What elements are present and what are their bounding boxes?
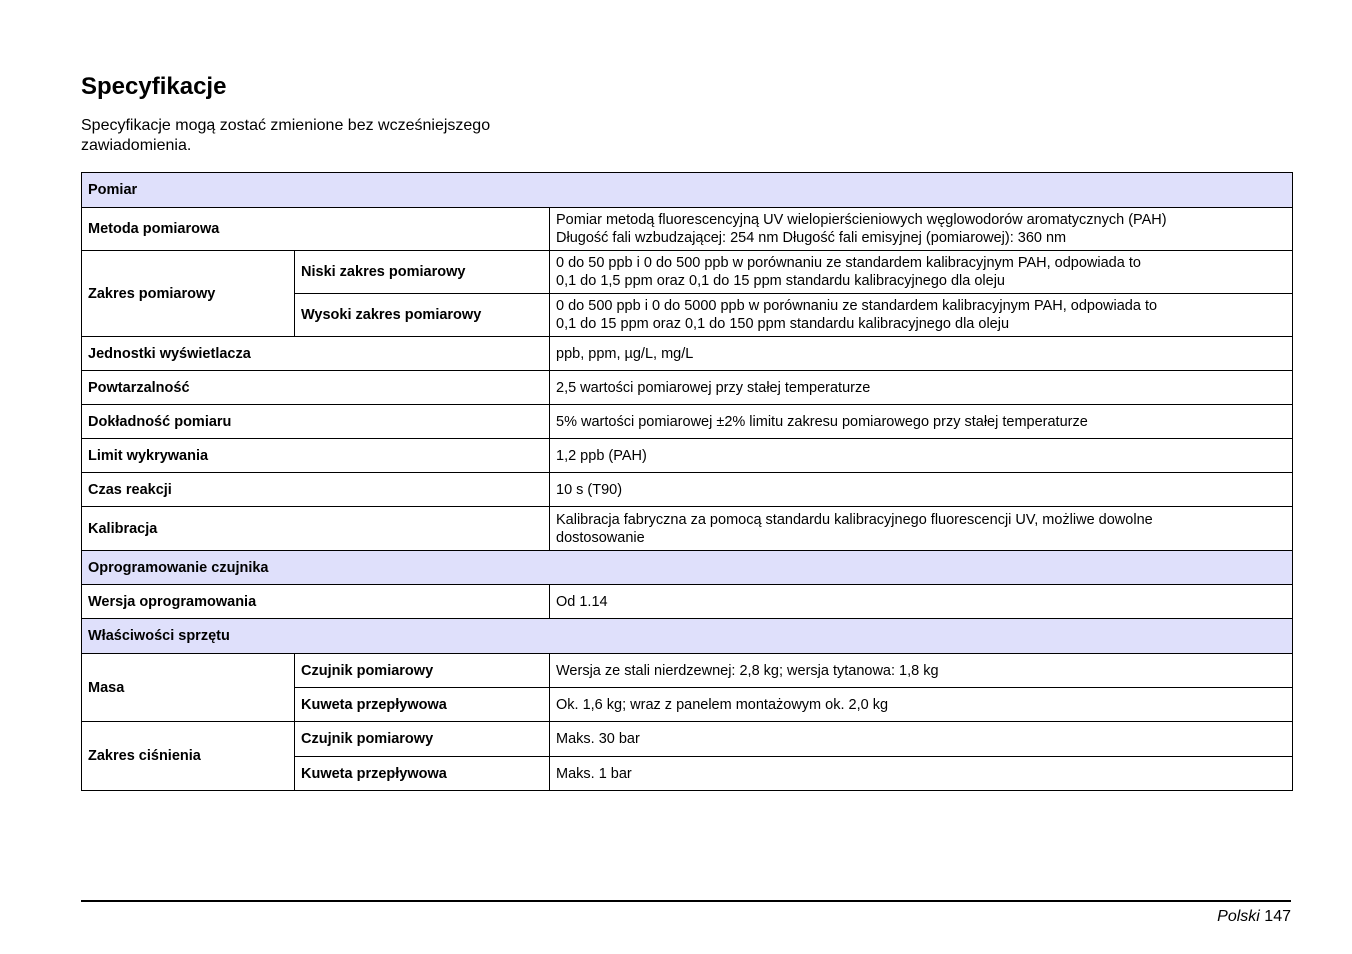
row-label: Dokładność pomiaru [82,405,550,439]
intro-note [81,116,581,156]
section-heading: Oprogramowanie czujnika [82,551,1293,585]
row-value: Maks. 30 bar [550,722,1293,757]
row-label: Zakres pomiarowy [82,251,295,337]
row-label: Zakres ciśnienia [82,722,295,791]
row-value: Ok. 1,6 kg; wraz z panelem montażowym ok. 2,0 kg [550,688,1293,722]
row-label: Metoda pomiarowa [82,208,550,251]
footer-divider [81,900,1291,902]
row-value: Od 1.14 [550,585,1293,619]
page-title: Specyfikacje [81,73,227,100]
table-row [82,208,1293,251]
row-value: 0 do 500 ppb i 0 do 5000 ppb w porównaniu ze standardem kalibracyjnym PAH, odpowiada to 0,1 do 15 ppm oraz 0,1 do 150 ppm standardu kalibracyjnego dla oleju [550,294,1293,337]
section-heading: Właściwości sprzętu [82,619,1293,654]
specifications-table [81,172,1293,791]
row-label: Powtarzalność [82,371,550,405]
row-label: Limit wykrywania [82,439,550,473]
table-row [82,371,1293,405]
row-value: 1,2 ppb (PAH) [550,439,1293,473]
row-sublabel: Kuweta przepływowa [295,688,550,722]
row-sublabel: Czujnik pomiarowy [295,722,550,757]
section-row [82,551,1293,585]
section-row [82,173,1293,208]
table-row [82,654,1293,688]
table-row [82,473,1293,507]
table-row [82,405,1293,439]
row-label: Masa [82,654,295,722]
intro-line: Specyfikacje mogą zostać zmienione bez wcześniejszego [81,117,491,134]
table-row [82,337,1293,371]
table-row [82,507,1293,551]
row-value: ppb, ppm, µg/L, mg/L [550,337,1293,371]
table-row [82,722,1293,757]
intro-line: zawiadomienia. [81,137,192,154]
section-row [82,619,1293,654]
row-value: 5% wartości pomiarowej ±2% limitu zakresu pomiarowego przy stałej temperaturze [550,405,1293,439]
row-value: Pomiar metodą fluorescencyjną UV wielopierścieniowych węglowodorów aromatycznych (PAH) Długość fali wzbudzającej: 254 nm Długość fali emisyjnej (pomiarowej): 360 nm [550,208,1293,251]
section-heading: Pomiar [82,173,1293,208]
row-value: Wersja ze stali nierdzewnej: 2,8 kg; wersja tytanowa: 1,8 kg [550,654,1293,688]
row-sublabel: Kuweta przepływowa [295,757,550,791]
row-value: Kalibracja fabryczna za pomocą standardu kalibracyjnego fluorescencji UV, możliwe dowolne dostosowanie [550,507,1293,551]
row-value: 0 do 50 ppb i 0 do 500 ppb w porównaniu ze standardem kalibracyjnym PAH, odpowiada to 0,1 do 1,5 ppm oraz 0,1 do 15 ppm standardu kalibracyjnego dla oleju [550,251,1293,294]
row-label: Jednostki wyświetlacza [82,337,550,371]
row-value: Maks. 1 bar [550,757,1293,791]
page-number: 147 [1264,908,1291,925]
row-label: Wersja oprogramowania [82,585,550,619]
page-footer [1217,907,1291,927]
row-value: 10 s (T90) [550,473,1293,507]
row-label: Czas reakcji [82,473,550,507]
row-sublabel: Wysoki zakres pomiarowy [295,294,550,337]
row-sublabel: Czujnik pomiarowy [295,654,550,688]
table-row [82,439,1293,473]
row-label: Kalibracja [82,507,550,551]
footer-language: Polski [1217,908,1260,925]
row-sublabel: Niski zakres pomiarowy [295,251,550,294]
table-row [82,585,1293,619]
table-row [82,251,1293,294]
row-value: 2,5 wartości pomiarowej przy stałej temperaturze [550,371,1293,405]
